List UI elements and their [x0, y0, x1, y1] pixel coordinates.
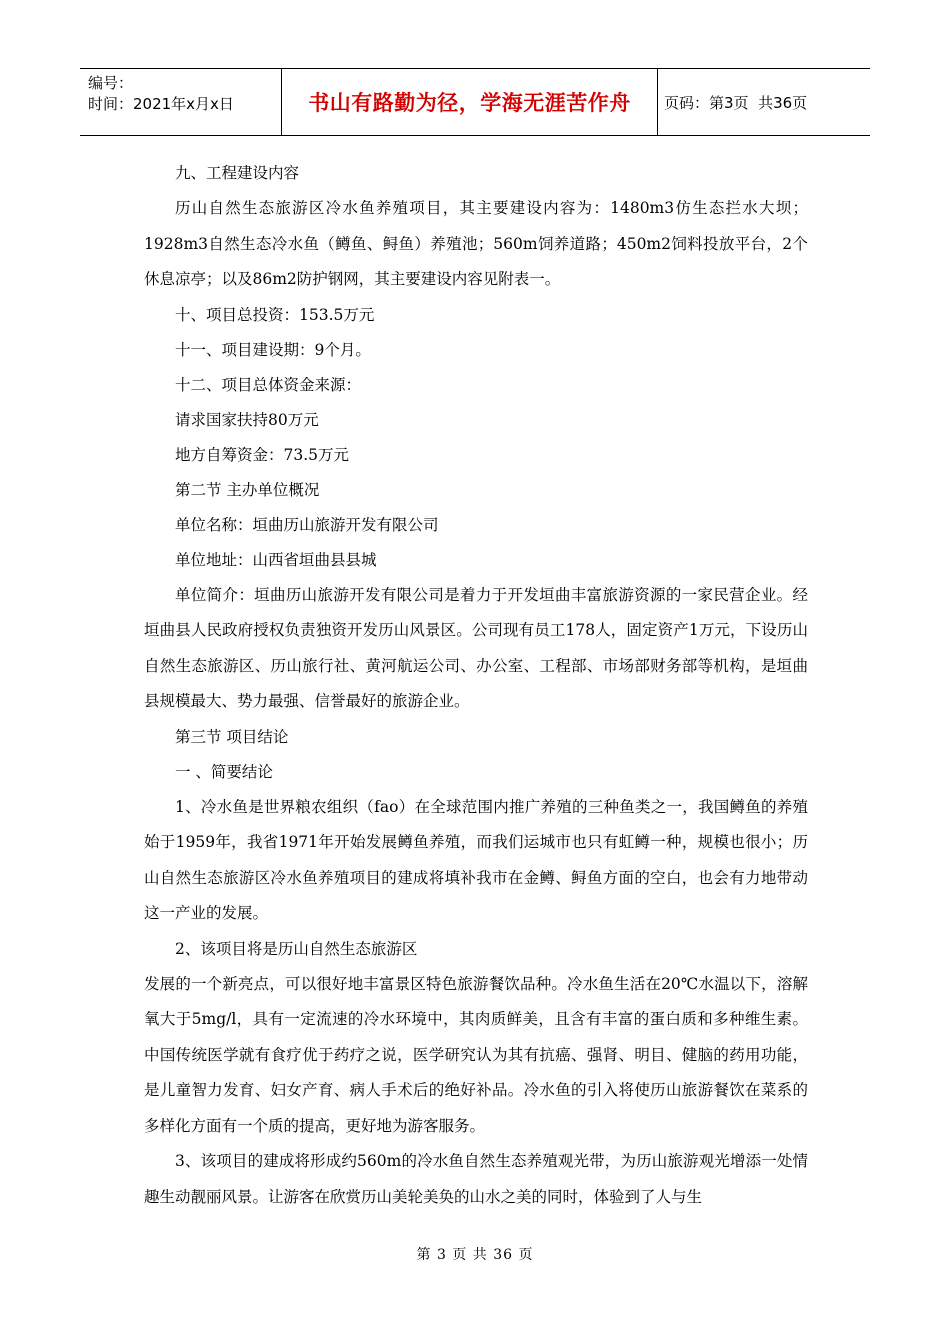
state-support-line: 请求国家扶持80万元 [175, 410, 319, 429]
page-footer: 第 3 页 共 36 页 [416, 1247, 534, 1263]
total-investment-line: 十、项目总投资：153.5万元 [175, 305, 375, 324]
header-motto: 书山有路勤为径，学海无涯苦作舟 [282, 69, 658, 135]
section-heading-conclusion: 第三节 项目结论 [175, 727, 289, 746]
document-date-label: 时间：2021年x月x日 [88, 95, 234, 113]
paragraph-construction-content: 历山自然生态旅游区冷水鱼养殖项目，其主要建设内容为：1480m3仿生态拦水大坝；1928m3自然生态冷水鱼（鳟鱼、鲟鱼）养殖池；560m饲养道路；450m2饲料投放平台，2个休息凉亭；以及86m2防护钢网，其主要建设内容见附表一。 [144, 199, 808, 288]
conclusion-2-heading: 2、该项目将是历山自然生态旅游区 [175, 939, 418, 958]
header-meta [80, 69, 282, 135]
page-header [80, 68, 870, 136]
local-funds-line: 地方自筹资金：73.5万元 [175, 445, 350, 464]
section-heading-construction: 九、工程建设内容 [175, 164, 300, 182]
section-heading-organizer: 第二节 主办单位概况 [175, 480, 320, 499]
funding-source-heading: 十二、项目总体资金来源： [175, 375, 362, 394]
paragraph-conclusion-3: 3、该项目的建成将形成约560m的冷水鱼自然生态养殖观光带，为历山旅游观光增添一处情趣生动靓丽风景。让游客在欣赏历山美轮美奂的山水之美的同时，体验到了人与生 [144, 1152, 808, 1206]
header-page-number: 页码：第3页 共36页 [664, 93, 808, 112]
organizer-address-line: 单位地址：山西省垣曲县县城 [175, 550, 377, 569]
document-code-label: 编号： [88, 74, 134, 92]
paragraph-organizer-intro: 单位简介：垣曲历山旅游开发有限公司是着力于开发垣曲丰富旅游资源的一家民营企业。经垣曲县人民政府授权负责独资开发历山风景区。公司现有员工178人，固定资产1万元，下设历山自然生态旅游区、历山旅行社、黄河航运公司、办公室、工程部、市场部财务部等机构，是垣曲县规模最大、势力最强、信誉最好的旅游企业。 [144, 585, 808, 710]
organizer-name-line: 单位名称：垣曲历山旅游开发有限公司 [175, 515, 439, 534]
paragraph-conclusion-1: 1、冷水鱼是世界粮农组织（fao）在全球范围内推广养殖的三种鱼类之一，我国鳟鱼的养殖始于1959年，我省1971年开始发展鳟鱼养殖，而我们运城市也只有虹鳟一种，规模也很小；历山自然生态旅游区冷水鱼养殖项目的建成将填补我市在金鳟、鲟鱼方面的空白，也会有力地带动这一产业的发展。 [144, 797, 808, 922]
paragraph-conclusion-2: 发展的一个新亮点，可以很好地丰富景区特色旅游餐饮品种。冷水鱼生活在20℃水温以下，溶解氧大于5mg/l，具有一定流速的冷水环境中，其肉质鲜美，且含有丰富的蛋白质和多种维生素。中国传统医学就有食疗优于药疗之说，医学研究认为其有抗癌、强肾、明目、健脑的药用功能，是儿童智力发育、妇女产育、病人手术后的绝好补品。冷水鱼的引入将使历山旅游餐饮在菜系的多样化方面有一个质的提高，更好地为游客服务。 [144, 974, 808, 1135]
document-body [144, 156, 808, 1215]
brief-conclusion-heading: 一 、简要结论 [175, 762, 273, 781]
construction-period-line: 十一、项目建设期：9个月。 [175, 340, 371, 359]
